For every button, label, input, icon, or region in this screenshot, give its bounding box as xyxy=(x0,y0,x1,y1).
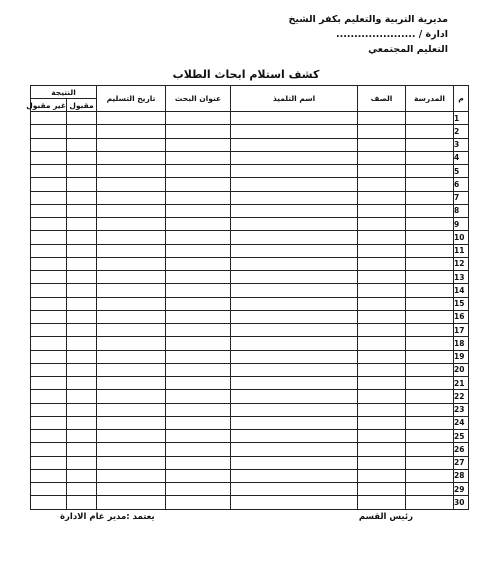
delivery-date-cell[interactable] xyxy=(97,443,166,456)
school-cell[interactable] xyxy=(406,363,454,376)
school-cell[interactable] xyxy=(406,403,454,416)
delivery-date-cell[interactable] xyxy=(97,416,166,429)
student-name-cell[interactable] xyxy=(231,231,358,244)
not-accepted-cell[interactable] xyxy=(31,416,67,429)
student-name-cell[interactable] xyxy=(231,297,358,310)
not-accepted-cell[interactable] xyxy=(31,165,67,178)
table-row xyxy=(31,191,469,204)
delivery-date-cell[interactable] xyxy=(97,218,166,231)
research-title-cell[interactable] xyxy=(166,430,231,443)
delivery-date-cell[interactable] xyxy=(97,363,166,376)
school-cell[interactable] xyxy=(406,496,454,509)
school-cell[interactable] xyxy=(406,178,454,191)
accepted-cell[interactable] xyxy=(67,297,97,310)
table-row xyxy=(31,125,469,138)
header-number: م xyxy=(454,86,469,112)
header-result: النتيجة xyxy=(31,86,97,99)
accepted-cell[interactable] xyxy=(67,430,97,443)
head-of-department-label: رئيس القسم xyxy=(358,512,413,522)
delivery-date-cell[interactable] xyxy=(97,151,166,164)
not-accepted-cell[interactable] xyxy=(31,284,67,297)
table-row xyxy=(31,310,469,323)
school-cell[interactable] xyxy=(406,271,454,284)
research-title-cell[interactable] xyxy=(166,297,231,310)
table-row xyxy=(31,350,469,363)
accepted-cell[interactable] xyxy=(67,443,97,456)
delivery-date-cell[interactable] xyxy=(97,231,166,244)
not-accepted-cell[interactable] xyxy=(31,324,67,337)
accepted-cell[interactable] xyxy=(67,178,97,191)
student-name-cell[interactable] xyxy=(231,324,358,337)
accepted-cell[interactable] xyxy=(67,483,97,496)
row-number: 28 xyxy=(454,469,469,482)
research-title-cell[interactable] xyxy=(166,125,231,138)
accepted-cell[interactable] xyxy=(67,191,97,204)
accepted-cell[interactable] xyxy=(67,218,97,231)
delivery-date-cell[interactable] xyxy=(97,297,166,310)
accepted-cell[interactable] xyxy=(67,469,97,482)
row-number: 5 xyxy=(454,165,469,178)
school-cell[interactable] xyxy=(406,337,454,350)
table-row xyxy=(31,443,469,456)
table-row xyxy=(31,204,469,217)
school-cell[interactable] xyxy=(406,204,454,217)
grade-cell[interactable] xyxy=(358,496,406,509)
student-name-cell[interactable] xyxy=(231,483,358,496)
row-number: 19 xyxy=(454,350,469,363)
grade-cell[interactable] xyxy=(358,416,406,429)
row-number: 11 xyxy=(454,244,469,257)
not-accepted-cell[interactable] xyxy=(31,244,67,257)
accepted-cell[interactable] xyxy=(67,165,97,178)
student-name-cell[interactable] xyxy=(231,178,358,191)
school-cell[interactable] xyxy=(406,165,454,178)
not-accepted-cell[interactable] xyxy=(31,112,67,125)
school-cell[interactable] xyxy=(406,456,454,469)
school-cell[interactable] xyxy=(406,112,454,125)
student-name-cell[interactable] xyxy=(231,390,358,403)
school-cell[interactable] xyxy=(406,231,454,244)
header-accepted: مقبول xyxy=(67,99,97,112)
research-title-cell[interactable] xyxy=(166,363,231,376)
student-name-cell[interactable] xyxy=(231,271,358,284)
delivery-date-cell[interactable] xyxy=(97,178,166,191)
row-number: 26 xyxy=(454,443,469,456)
grade-cell[interactable] xyxy=(358,390,406,403)
grade-cell[interactable] xyxy=(358,324,406,337)
school-cell[interactable] xyxy=(406,125,454,138)
document-header xyxy=(188,12,448,57)
delivery-date-cell[interactable] xyxy=(97,350,166,363)
research-title-cell[interactable] xyxy=(166,390,231,403)
school-cell[interactable] xyxy=(406,218,454,231)
accepted-cell[interactable] xyxy=(67,257,97,270)
header-grade: الصف xyxy=(358,86,406,112)
row-number: 8 xyxy=(454,204,469,217)
grade-cell[interactable] xyxy=(358,125,406,138)
delivery-date-cell[interactable] xyxy=(97,310,166,323)
grade-cell[interactable] xyxy=(358,456,406,469)
grade-cell[interactable] xyxy=(358,310,406,323)
table-row xyxy=(31,244,469,257)
school-cell[interactable] xyxy=(406,416,454,429)
grade-cell[interactable] xyxy=(358,377,406,390)
table-row xyxy=(31,257,469,270)
table-row xyxy=(31,430,469,443)
row-number: 24 xyxy=(454,416,469,429)
delivery-date-cell[interactable] xyxy=(97,324,166,337)
accepted-cell[interactable] xyxy=(67,112,97,125)
student-name-cell[interactable] xyxy=(231,257,358,270)
research-title-cell[interactable] xyxy=(166,112,231,125)
grade-cell[interactable] xyxy=(358,151,406,164)
table-row xyxy=(31,112,469,125)
table-row xyxy=(31,377,469,390)
header-research-title: عنوان البحث xyxy=(166,86,231,112)
table-body xyxy=(31,112,469,510)
table-row xyxy=(31,416,469,429)
research-title-cell[interactable] xyxy=(166,284,231,297)
row-number: 14 xyxy=(454,284,469,297)
not-accepted-cell[interactable] xyxy=(31,191,67,204)
grade-cell[interactable] xyxy=(358,165,406,178)
not-accepted-cell[interactable] xyxy=(31,337,67,350)
not-accepted-cell[interactable] xyxy=(31,483,67,496)
table-row xyxy=(31,456,469,469)
grade-cell[interactable] xyxy=(358,271,406,284)
table-row xyxy=(31,324,469,337)
school-cell[interactable] xyxy=(406,443,454,456)
student-name-cell[interactable] xyxy=(231,218,358,231)
accepted-cell[interactable] xyxy=(67,377,97,390)
research-title-cell[interactable] xyxy=(166,337,231,350)
research-title-cell[interactable] xyxy=(166,204,231,217)
accepted-cell[interactable] xyxy=(67,416,97,429)
student-name-cell[interactable] xyxy=(231,443,358,456)
row-number: 4 xyxy=(454,151,469,164)
accepted-cell[interactable] xyxy=(67,363,97,376)
table-row xyxy=(31,218,469,231)
table-row xyxy=(31,390,469,403)
table-row xyxy=(31,483,469,496)
school-cell[interactable] xyxy=(406,151,454,164)
delivery-date-cell[interactable] xyxy=(97,456,166,469)
header-not-accepted: غير مقبول xyxy=(26,100,66,110)
row-number: 7 xyxy=(454,191,469,204)
not-accepted-cell[interactable] xyxy=(31,297,67,310)
research-title-cell[interactable] xyxy=(166,244,231,257)
accepted-cell[interactable] xyxy=(67,231,97,244)
table-row xyxy=(31,231,469,244)
not-accepted-cell[interactable] xyxy=(31,377,67,390)
grade-cell[interactable] xyxy=(358,244,406,257)
student-name-cell[interactable] xyxy=(231,416,358,429)
accepted-cell[interactable] xyxy=(67,496,97,509)
accepted-cell[interactable] xyxy=(67,138,97,151)
school-cell[interactable] xyxy=(406,377,454,390)
grade-cell[interactable] xyxy=(358,218,406,231)
not-accepted-cell[interactable] xyxy=(31,125,67,138)
row-number: 20 xyxy=(454,363,469,376)
grade-cell[interactable] xyxy=(358,363,406,376)
research-title-cell[interactable] xyxy=(166,443,231,456)
row-number: 23 xyxy=(454,403,469,416)
accepted-cell[interactable] xyxy=(67,324,97,337)
school-cell[interactable] xyxy=(406,191,454,204)
student-name-cell[interactable] xyxy=(231,165,358,178)
accepted-cell[interactable] xyxy=(67,337,97,350)
approval-label: يعتمد :مدير عام الادارة xyxy=(60,512,155,522)
delivery-date-cell[interactable] xyxy=(97,138,166,151)
delivery-date-cell[interactable] xyxy=(97,337,166,350)
not-accepted-cell[interactable] xyxy=(31,218,67,231)
school-cell[interactable] xyxy=(406,430,454,443)
research-title-cell[interactable] xyxy=(166,377,231,390)
research-title-cell[interactable] xyxy=(166,456,231,469)
delivery-date-cell[interactable] xyxy=(97,496,166,509)
row-number: 16 xyxy=(454,310,469,323)
research-title-cell[interactable] xyxy=(166,218,231,231)
student-name-cell[interactable] xyxy=(231,138,358,151)
research-title-cell[interactable] xyxy=(166,138,231,151)
row-number: 1 xyxy=(454,112,469,125)
student-name-cell[interactable] xyxy=(231,191,358,204)
research-title-cell[interactable] xyxy=(166,257,231,270)
not-accepted-cell[interactable] xyxy=(31,231,67,244)
table-row xyxy=(31,297,469,310)
not-accepted-cell[interactable] xyxy=(31,151,67,164)
grade-cell[interactable] xyxy=(358,204,406,217)
school-cell[interactable] xyxy=(406,350,454,363)
accepted-cell[interactable] xyxy=(67,244,97,257)
table-row xyxy=(31,337,469,350)
not-accepted-cell[interactable] xyxy=(31,469,67,482)
grade-cell[interactable] xyxy=(358,483,406,496)
row-number: 15 xyxy=(454,297,469,310)
table-row xyxy=(31,165,469,178)
grade-cell[interactable] xyxy=(358,469,406,482)
accepted-cell[interactable] xyxy=(67,151,97,164)
research-title-cell[interactable] xyxy=(166,310,231,323)
student-name-cell[interactable] xyxy=(231,112,358,125)
research-title-cell[interactable] xyxy=(166,271,231,284)
delivery-date-cell[interactable] xyxy=(97,430,166,443)
delivery-date-cell[interactable] xyxy=(97,403,166,416)
not-accepted-cell[interactable] xyxy=(31,456,67,469)
school-cell[interactable] xyxy=(406,244,454,257)
school-cell[interactable] xyxy=(406,138,454,151)
student-name-cell[interactable] xyxy=(231,377,358,390)
delivery-date-cell[interactable] xyxy=(97,165,166,178)
header-delivery-date: تاريخ التسليم xyxy=(97,86,166,112)
table-row xyxy=(31,178,469,191)
research-title-cell[interactable] xyxy=(166,231,231,244)
delivery-date-cell[interactable] xyxy=(97,125,166,138)
not-accepted-cell[interactable] xyxy=(31,390,67,403)
delivery-date-cell[interactable] xyxy=(97,390,166,403)
school-cell[interactable] xyxy=(406,257,454,270)
research-title-cell[interactable] xyxy=(166,178,231,191)
student-name-cell[interactable] xyxy=(231,337,358,350)
not-accepted-cell[interactable] xyxy=(31,403,67,416)
table-row xyxy=(31,496,469,509)
student-name-cell[interactable] xyxy=(231,469,358,482)
school-cell[interactable] xyxy=(406,483,454,496)
not-accepted-cell[interactable] xyxy=(31,350,67,363)
row-number: 25 xyxy=(454,430,469,443)
grade-cell[interactable] xyxy=(358,191,406,204)
delivery-date-cell[interactable] xyxy=(97,191,166,204)
not-accepted-cell[interactable] xyxy=(31,271,67,284)
grade-cell[interactable] xyxy=(358,284,406,297)
grade-cell[interactable] xyxy=(358,350,406,363)
administration-line: ادارة / ...................... xyxy=(336,29,448,40)
accepted-cell[interactable] xyxy=(67,125,97,138)
row-number: 2 xyxy=(454,125,469,138)
grade-cell[interactable] xyxy=(358,403,406,416)
row-number: 22 xyxy=(454,390,469,403)
student-name-cell[interactable] xyxy=(231,350,358,363)
student-name-cell[interactable] xyxy=(231,430,358,443)
delivery-date-cell[interactable] xyxy=(97,469,166,482)
grade-cell[interactable] xyxy=(358,231,406,244)
page-title: كشف استلام ابحاث الطلاب xyxy=(172,68,320,81)
not-accepted-cell[interactable] xyxy=(31,443,67,456)
student-name-cell[interactable] xyxy=(231,284,358,297)
grade-cell[interactable] xyxy=(358,297,406,310)
not-accepted-cell[interactable] xyxy=(31,257,67,270)
school-cell[interactable] xyxy=(406,324,454,337)
research-title-cell[interactable] xyxy=(166,191,231,204)
row-number: 21 xyxy=(454,377,469,390)
table-row xyxy=(31,284,469,297)
research-title-cell[interactable] xyxy=(166,403,231,416)
row-number: 10 xyxy=(454,231,469,244)
signature-footer xyxy=(30,512,468,526)
row-number: 12 xyxy=(454,257,469,270)
row-number: 29 xyxy=(454,483,469,496)
row-number: 17 xyxy=(454,324,469,337)
school-cell[interactable] xyxy=(406,310,454,323)
grade-cell[interactable] xyxy=(358,337,406,350)
accepted-cell[interactable] xyxy=(67,310,97,323)
not-accepted-cell[interactable] xyxy=(31,204,67,217)
student-name-cell[interactable] xyxy=(231,403,358,416)
student-name-cell[interactable] xyxy=(231,125,358,138)
school-cell[interactable] xyxy=(406,390,454,403)
school-cell[interactable] xyxy=(406,284,454,297)
not-accepted-cell[interactable] xyxy=(31,178,67,191)
delivery-date-cell[interactable] xyxy=(97,483,166,496)
student-name-cell[interactable] xyxy=(231,204,358,217)
row-number: 13 xyxy=(454,271,469,284)
delivery-date-cell[interactable] xyxy=(97,284,166,297)
delivery-date-cell[interactable] xyxy=(97,112,166,125)
row-number: 9 xyxy=(454,218,469,231)
not-accepted-cell[interactable] xyxy=(31,430,67,443)
department-name: التعليم المجتمعي xyxy=(368,44,448,55)
not-accepted-cell[interactable] xyxy=(31,363,67,376)
delivery-date-cell[interactable] xyxy=(97,204,166,217)
grade-cell[interactable] xyxy=(358,430,406,443)
accepted-cell[interactable] xyxy=(67,456,97,469)
not-accepted-cell[interactable] xyxy=(31,496,67,509)
table-row xyxy=(31,469,469,482)
research-title-cell[interactable] xyxy=(166,469,231,482)
student-name-cell[interactable] xyxy=(231,151,358,164)
row-number: 6 xyxy=(454,178,469,191)
row-number: 30 xyxy=(454,496,469,509)
delivery-date-cell[interactable] xyxy=(97,377,166,390)
grade-cell[interactable] xyxy=(358,138,406,151)
research-title-cell[interactable] xyxy=(166,496,231,509)
school-cell[interactable] xyxy=(406,297,454,310)
accepted-cell[interactable] xyxy=(67,204,97,217)
accepted-cell[interactable] xyxy=(67,284,97,297)
student-name-cell[interactable] xyxy=(231,456,358,469)
not-accepted-cell[interactable] xyxy=(31,310,67,323)
accepted-cell[interactable] xyxy=(67,271,97,284)
table-row xyxy=(31,403,469,416)
header-school: المدرسة xyxy=(406,86,454,112)
students-research-table xyxy=(26,85,469,510)
directorate-name: مديرية التربية والتعليم بكفر الشيخ xyxy=(288,14,448,25)
grade-cell[interactable] xyxy=(358,257,406,270)
research-title-cell[interactable] xyxy=(166,350,231,363)
research-title-cell[interactable] xyxy=(166,483,231,496)
research-title-cell[interactable] xyxy=(166,324,231,337)
research-title-cell[interactable] xyxy=(166,151,231,164)
student-name-cell[interactable] xyxy=(231,363,358,376)
accepted-cell[interactable] xyxy=(67,403,97,416)
student-name-cell[interactable] xyxy=(231,496,358,509)
row-number: 3 xyxy=(454,138,469,151)
school-cell[interactable] xyxy=(406,469,454,482)
research-title-cell[interactable] xyxy=(166,165,231,178)
grade-cell[interactable] xyxy=(358,178,406,191)
accepted-cell[interactable] xyxy=(67,350,97,363)
research-title-cell[interactable] xyxy=(166,416,231,429)
table-row xyxy=(31,271,469,284)
grade-cell[interactable] xyxy=(358,112,406,125)
accepted-cell[interactable] xyxy=(67,390,97,403)
row-number: 27 xyxy=(454,456,469,469)
table-row xyxy=(31,151,469,164)
table-row xyxy=(31,138,469,151)
row-number: 18 xyxy=(454,337,469,350)
table-row xyxy=(31,363,469,376)
delivery-date-cell[interactable] xyxy=(97,244,166,257)
not-accepted-cell[interactable] xyxy=(31,138,67,151)
header-student-name: اسم التلميذ xyxy=(231,86,358,112)
student-name-cell[interactable] xyxy=(231,244,358,257)
student-name-cell[interactable] xyxy=(231,310,358,323)
delivery-date-cell[interactable] xyxy=(97,271,166,284)
delivery-date-cell[interactable] xyxy=(97,257,166,270)
grade-cell[interactable] xyxy=(358,443,406,456)
